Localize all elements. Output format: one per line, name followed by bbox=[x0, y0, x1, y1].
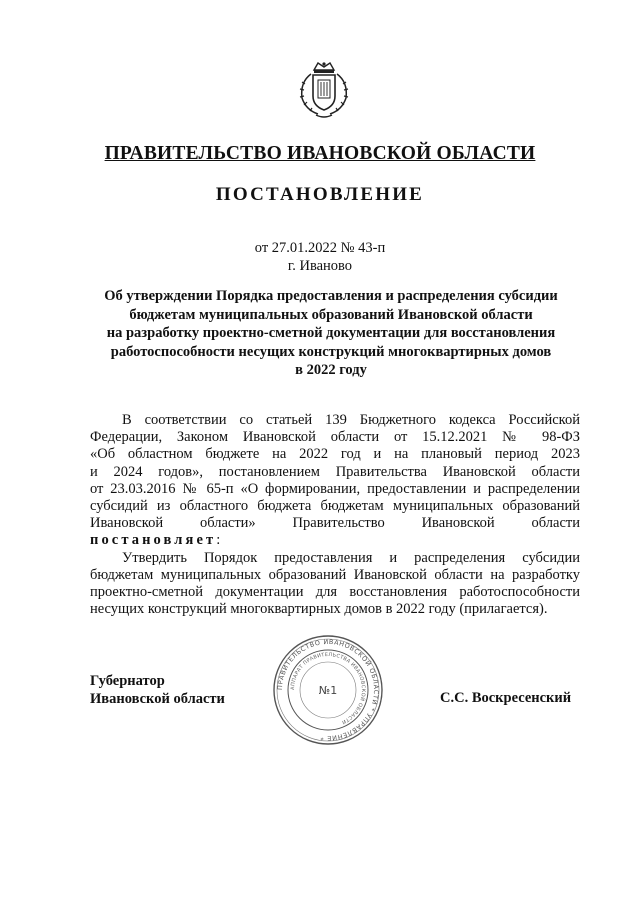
document-body bbox=[90, 412, 580, 618]
organization-title: ПРАВИТЕЛЬСТВО ИВАНОВСКОЙ ОБЛАСТИ bbox=[104, 143, 536, 164]
subject-line: бюджетам муниципальных образований Ивановской области bbox=[129, 306, 533, 323]
body-line: В соответствии со статьей 139 Бюджетного кодекса Российской bbox=[122, 412, 580, 428]
body-line: Федерации, Законом Ивановской области от 15.12.2021 № 98-ФЗ bbox=[90, 429, 580, 446]
body-line: от 23.03.2016 № 65-п «О формировании, предоставлении и распределении bbox=[90, 480, 580, 497]
official-seal bbox=[272, 634, 384, 746]
decision-line: несущих конструкций многоквартирных домов в 2022 году (прилагается). bbox=[90, 601, 548, 618]
seal-inner-text: АППАРАТ ПРАВИТЕЛЬСТВА ИВАНОВСКОЙ ОБЛАСТИ bbox=[289, 651, 367, 725]
body-line: Ивановской области» Правительство Ивановской области bbox=[90, 515, 580, 532]
coat-of-arms-emblem bbox=[296, 60, 352, 120]
document-type: ПОСТАНОВЛЕНИЕ bbox=[215, 184, 425, 205]
document-date-number: от 27.01.2022 № 43-п bbox=[254, 240, 386, 256]
document-subject bbox=[86, 287, 576, 380]
resolves-colon: : bbox=[216, 532, 221, 549]
seal-number: №1 bbox=[318, 684, 338, 697]
position-line: Губернатор bbox=[90, 673, 165, 689]
subject-line: Об утверждении Порядка предоставления и распределения субсидии bbox=[104, 288, 558, 304]
resolves-word: постановляет bbox=[90, 532, 217, 549]
decision-line: проектно-сметной документации для восстановления работоспособности bbox=[90, 583, 580, 600]
signatory-position bbox=[90, 673, 225, 708]
subject-line: работоспособности несущих конструкций многоквартирных домов bbox=[110, 343, 552, 360]
subject-line: в 2022 году bbox=[295, 362, 367, 378]
signatory-name: С.С. Воскресенский bbox=[440, 690, 572, 706]
body-line: «Об областном бюджете на 2022 год и на плановый период 2023 bbox=[90, 446, 580, 463]
body-line: и 2024 годов», постановлением Правительства Ивановской области bbox=[90, 463, 580, 480]
resolves-line bbox=[90, 532, 580, 549]
decision-line: бюджетам муниципальных образований Ивановской области на разработку bbox=[90, 566, 580, 583]
seal-outer-text: ПРАВИТЕЛЬСТВО ИВАНОВСКОЙ ОБЛАСТИ * УПРАВЛЕНИЕ * bbox=[275, 637, 381, 743]
subject-line: на разработку проектно-сметной документации для восстановления bbox=[106, 325, 556, 341]
body-line: субсидий из областного бюджета бюджетам муниципальных образований bbox=[90, 497, 580, 514]
decision-line: Утвердить Порядок предоставления и распределения субсидии bbox=[122, 549, 580, 566]
position-line: Ивановской области bbox=[90, 690, 225, 707]
document-city: г. Иваново bbox=[287, 258, 353, 274]
